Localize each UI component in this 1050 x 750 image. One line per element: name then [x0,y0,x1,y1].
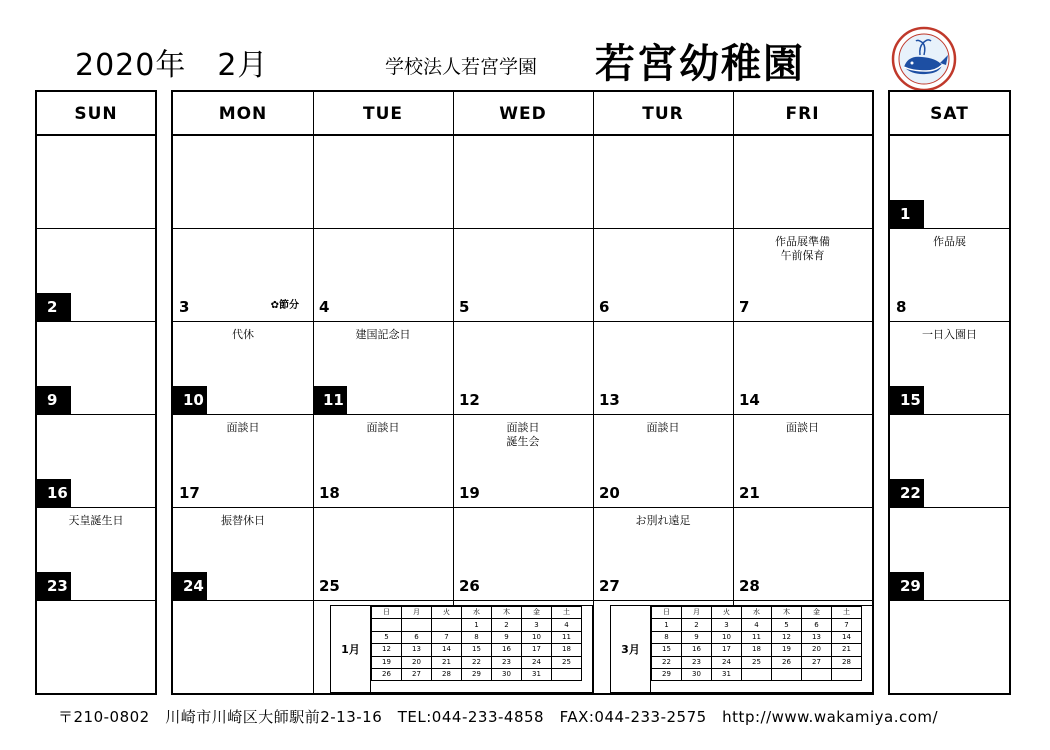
day-event: 面談日 [366,421,400,434]
day-cell [173,415,313,507]
day-event: 面談日 誕生会 [506,421,540,448]
mini-weekday: 木 [772,607,802,619]
mini-day: 27 [802,656,832,668]
mini-day [742,668,772,680]
day-number: 21 [739,484,760,502]
mini-day: 16 [682,644,712,656]
whale-logo-icon [890,25,958,93]
mini-calendar-label: 3月 [611,606,651,692]
mini-day: 26 [372,668,402,680]
day-cell [37,229,155,321]
day-cell [37,415,155,507]
weekday-header-sat: SAT [890,92,1009,136]
mini-day: 12 [372,644,402,656]
mini-day: 18 [552,644,582,656]
weekday-header-wed: WED [453,92,593,136]
day-event: 代休 [232,328,254,341]
mini-day: 3 [712,619,742,631]
mini-day: 22 [652,656,682,668]
mini-day: 31 [712,668,742,680]
mini-day: 27 [402,668,432,680]
mini-day: 19 [772,644,802,656]
weekday-header-thu: TUR [593,92,733,136]
mini-day: 4 [742,619,772,631]
day-cell [733,229,872,321]
day-cell [890,229,1009,321]
day-number: 5 [459,298,470,316]
mini-day: 8 [652,631,682,643]
mini-day: 5 [772,619,802,631]
day-cell [37,322,155,414]
day-event: お別れ遠足 [635,514,691,527]
mini-day: 9 [682,631,712,643]
mini-calendar-label: 1月 [331,606,371,692]
mini-day: 2 [682,619,712,631]
mini-day: 23 [492,656,522,668]
mini-calendar-march [610,605,873,693]
mini-weekday: 火 [712,607,742,619]
mini-day: 7 [832,619,862,631]
day-cell [453,322,593,414]
mini-weekday: 金 [802,607,832,619]
mini-day: 15 [652,644,682,656]
day-number: 8 [896,298,907,316]
day-number: 27 [599,577,620,595]
mini-day: 13 [802,631,832,643]
footer-contact-info: 〒210-0802 川崎市川崎区大師駅前2-13-16 TEL:044-233-4858 FAX:044-233-2575 http://www.wakamiya.com/ [58,708,939,726]
day-event: 天皇誕生日 [68,514,124,527]
day-event: 一日入園日 [922,328,977,341]
day-event: 面談日 [646,421,680,434]
mini-day: 20 [802,644,832,656]
mini-day: 7 [432,631,462,643]
mini-day: 30 [682,668,712,680]
day-number: 18 [319,484,340,502]
mini-day: 14 [432,644,462,656]
day-event: 建国記念日 [355,328,411,341]
mini-day: 28 [832,656,862,668]
mini-weekday: 火 [432,607,462,619]
mini-weekday: 日 [652,607,682,619]
day-number: 26 [459,577,480,595]
day-cell [173,508,313,600]
day-number: 19 [459,484,480,502]
mini-day: 19 [372,656,402,668]
day-cell [593,508,733,600]
day-number-holiday: 24 [173,572,207,600]
mini-day: 4 [552,619,582,631]
mini-day: 12 [772,631,802,643]
mini-day: 29 [652,668,682,680]
mini-day: 29 [462,668,492,680]
mini-day: 16 [492,644,522,656]
mini-day [432,619,462,631]
mini-day [772,668,802,680]
day-event: 作品展 [933,235,966,248]
day-cell [37,508,155,600]
mini-calendar-january [330,605,593,693]
day-cell [733,322,872,414]
day-cell [313,415,453,507]
day-cell [733,415,872,507]
day-cell [173,322,313,414]
mini-day: 21 [832,644,862,656]
day-number-holiday: 15 [890,386,924,414]
mini-calendar-table [371,606,582,681]
mini-day: 11 [742,631,772,643]
day-cell [313,229,453,321]
mini-weekday: 金 [522,607,552,619]
mini-weekday: 土 [552,607,582,619]
mini-day: 23 [682,656,712,668]
mini-day: 14 [832,631,862,643]
mini-day [552,668,582,680]
day-cell [890,508,1009,600]
mini-day: 30 [492,668,522,680]
day-cell [593,322,733,414]
day-number: 13 [599,391,620,409]
mini-day: 11 [552,631,582,643]
mini-day: 3 [522,619,552,631]
day-number: 7 [739,298,750,316]
mini-day [402,619,432,631]
mini-day: 17 [712,644,742,656]
day-number: 4 [319,298,330,316]
mini-day: 21 [432,656,462,668]
day-event: ✿節分 [270,300,299,311]
mini-day: 15 [462,644,492,656]
mini-weekday: 月 [402,607,432,619]
mini-day: 1 [462,619,492,631]
day-number: 20 [599,484,620,502]
calendar-month-title: 2020年 2月 [75,48,269,83]
day-number: 17 [179,484,200,502]
sunday-column [35,90,157,695]
mini-day: 8 [462,631,492,643]
saturday-column [888,90,1011,695]
day-number-holiday: 9 [37,386,71,414]
day-event: 作品展準備 午前保育 [775,235,830,262]
day-number-holiday: 10 [173,386,207,414]
mini-day [802,668,832,680]
day-number: 25 [319,577,340,595]
day-number: 12 [459,391,480,409]
mini-day: 28 [432,668,462,680]
day-number-holiday: 2 [37,293,71,321]
day-number: 28 [739,577,760,595]
mini-day [372,619,402,631]
mini-day: 1 [652,619,682,631]
mini-day [832,668,862,680]
mini-day: 25 [742,656,772,668]
mini-day: 18 [742,644,772,656]
day-cell [453,229,593,321]
day-cell [733,508,872,600]
mini-weekday: 木 [492,607,522,619]
mini-weekday: 土 [832,607,862,619]
day-number: 6 [599,298,610,316]
day-cell [593,415,733,507]
day-cell [453,415,593,507]
mini-day: 6 [802,619,832,631]
mini-day: 31 [522,668,552,680]
mini-day: 10 [712,631,742,643]
weekday-header-mon: MON [173,92,313,136]
weekday-header-fri: FRI [733,92,872,136]
weekday-columns [171,90,874,695]
day-cell [313,508,453,600]
day-number: 3 [179,298,190,316]
day-number-holiday: 22 [890,479,924,507]
mini-day: 22 [462,656,492,668]
day-number-holiday: 11 [313,386,347,414]
mini-day: 2 [492,619,522,631]
weekday-header-sun: SUN [37,92,155,136]
day-cell [890,136,1009,228]
day-event: 面談日 [786,421,819,434]
mini-weekday: 水 [742,607,772,619]
mini-day: 25 [552,656,582,668]
day-number-holiday: 23 [37,572,71,600]
mini-weekday: 日 [372,607,402,619]
mini-day: 13 [402,644,432,656]
weekday-header-tue: TUE [313,92,453,136]
day-cell [173,229,313,321]
day-cell [313,322,453,414]
day-event: 面談日 [226,421,260,434]
mini-day: 5 [372,631,402,643]
mini-weekday: 月 [682,607,712,619]
mini-day: 17 [522,644,552,656]
mini-day: 10 [522,631,552,643]
day-cell [890,322,1009,414]
mini-day: 6 [402,631,432,643]
school-corporation-name: 学校法人若宮学園 [385,56,538,78]
mini-weekday: 水 [462,607,492,619]
day-number-holiday: 16 [37,479,71,507]
kindergarten-name: 若宮幼稚園 [595,41,805,87]
mini-day: 24 [522,656,552,668]
day-cell [593,229,733,321]
day-number-holiday: 1 [890,200,924,228]
mini-day: 20 [402,656,432,668]
day-number-holiday: 29 [890,572,924,600]
day-event: 振替休日 [221,514,265,527]
day-cell [453,508,593,600]
mini-day: 26 [772,656,802,668]
day-number: 14 [739,391,760,409]
mini-day: 24 [712,656,742,668]
day-cell [890,415,1009,507]
mini-day: 9 [492,631,522,643]
mini-calendar-table [651,606,862,681]
